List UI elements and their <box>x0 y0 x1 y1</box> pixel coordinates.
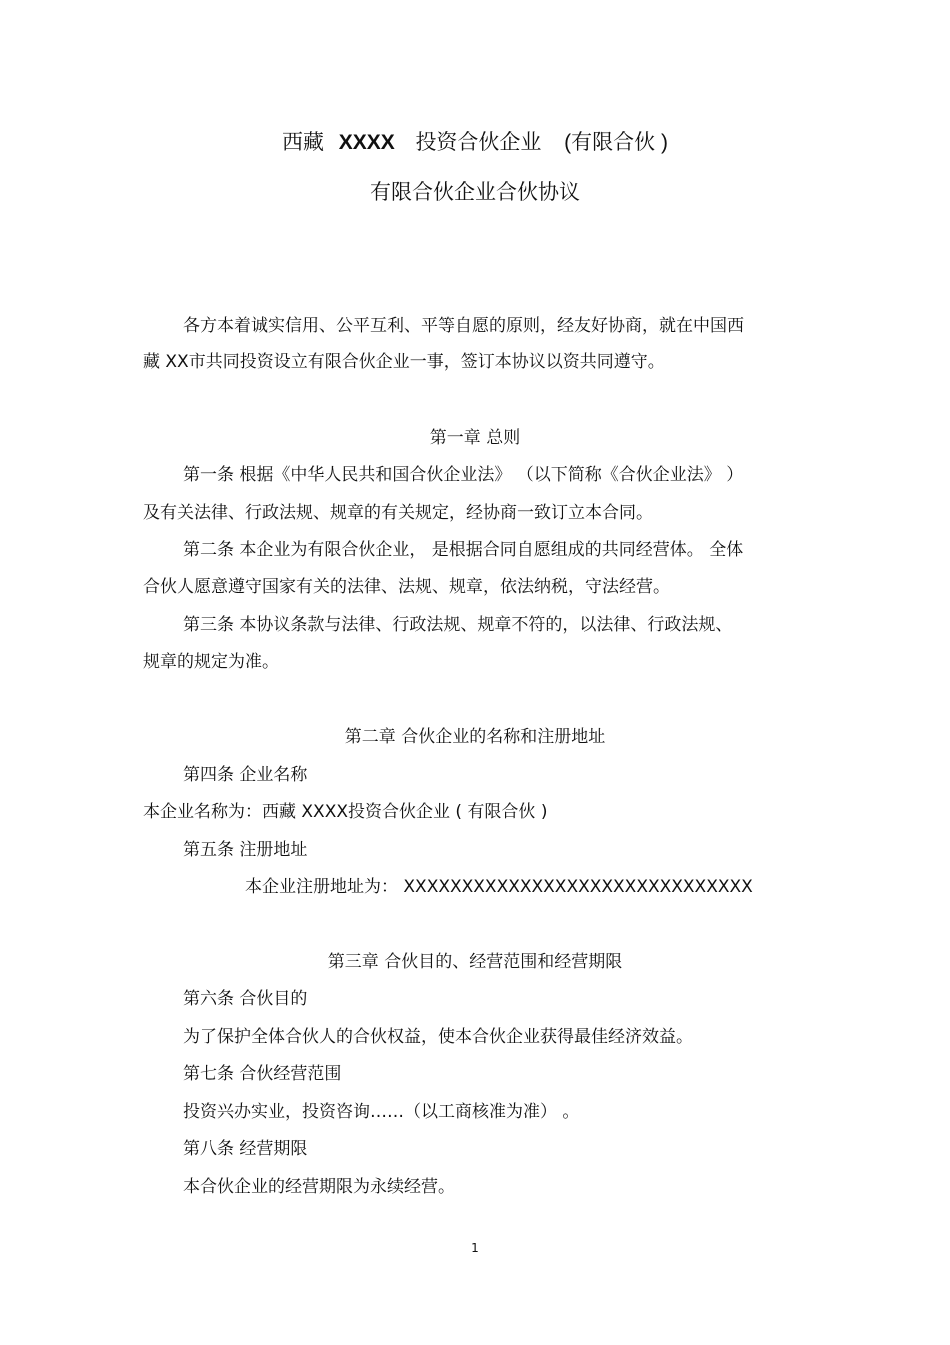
preamble-line-2: 藏 XX市共同投资设立有限合伙企业一事，签订本协议以资共同遵守。 <box>143 352 665 372</box>
title-part-name: XXXX <box>338 131 395 154</box>
article8-body: 本合伙企业的经营期限为永续经营。 <box>183 1177 455 1197</box>
chapter1-heading: 第一章 总则 <box>429 428 521 448</box>
article7-body: 投资兴办实业，投资咨询……（以工商核准为准） 。 <box>183 1102 580 1122</box>
article3-line-1: 第三条 本协议条款与法律、行政法规、规章不符的，以法律、行政法规、 <box>183 615 733 635</box>
article7-title: 第七条 合伙经营范围 <box>183 1064 342 1084</box>
article2-line-1: 第二条 本企业为有限合伙企业， 是根据合同自愿组成的共同经营体。 全体 <box>183 540 744 560</box>
article6-body: 为了保护全体合伙人的合伙权益，使本合伙企业获得最佳经济效益。 <box>183 1027 693 1047</box>
article1-line-1: 第一条 根据《中华人民共和国合伙企业法》 （以下简称《合伙企业法》 ） <box>183 465 744 485</box>
chapter3-heading: 第三章 合伙目的、经营范围和经营期限 <box>327 952 623 972</box>
document-title-line1 <box>0 128 950 157</box>
preamble-line-1: 各方本着诚实信用、公平互利、平等自愿的原则，经友好协商，就在中国西 <box>183 316 744 336</box>
article5-title: 第五条 注册地址 <box>183 840 308 860</box>
chapter2-heading: 第二章 合伙企业的名称和注册地址 <box>344 727 606 747</box>
article4-title: 第四条 企业名称 <box>183 765 308 785</box>
document-title-line2: 有限合伙企业合伙协议 <box>370 180 580 204</box>
article6-title: 第六条 合伙目的 <box>183 989 308 1009</box>
article5-body: 本企业注册地址为： XXXXXXXXXXXXXXXXXXXXXXXXXXXXXX <box>245 877 753 897</box>
title-part-type: 投资合伙企业 <box>415 130 542 154</box>
title-part-region: 西藏 <box>282 130 325 154</box>
article3-line-2: 规章的规定为准。 <box>143 652 279 672</box>
page-number: 1 <box>471 1241 479 1255</box>
article2-line-2: 合伙人愿意遵守国家有关的法律、法规、规章，依法纳税，守法经营。 <box>143 577 670 597</box>
article8-title: 第八条 经营期限 <box>183 1139 308 1159</box>
article1-line-2: 及有关法律、行政法规、规章的有关规定，经协商一致订立本合同。 <box>143 503 653 523</box>
article4-body: 本企业名称为：西藏 XXXX投资合伙企业 ( 有限合伙 ) <box>143 802 548 822</box>
title-part-form: (有限合伙 ) <box>564 131 668 154</box>
